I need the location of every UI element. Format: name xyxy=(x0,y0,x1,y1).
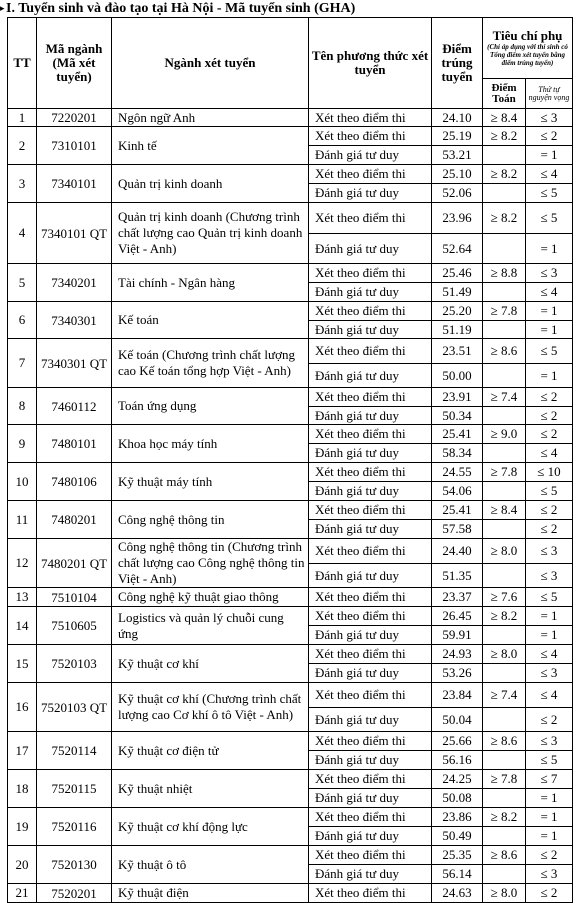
cell-diem: 51.19 xyxy=(432,321,483,339)
cell-tt: 10 xyxy=(8,463,37,501)
cell-diem-toan: ≥ 8.2 xyxy=(483,808,526,827)
table-row xyxy=(8,388,573,407)
cell-diem-toan: ≥ 8.6 xyxy=(483,732,526,751)
cell-phuong-thuc: Xét theo điểm thi xyxy=(309,302,432,321)
header-thu-tu: Thứ tự nguyện vọng xyxy=(526,79,573,109)
cell-diem: 53.26 xyxy=(432,664,483,683)
cell-ma-nganh: 7510104 xyxy=(37,588,112,607)
section-title-text: I. Tuyển sinh và đào tạo tại Hà Nội - Mã tuyển sinh (GHA) xyxy=(6,1,356,16)
cell-phuong-thuc: Đánh giá tư duy xyxy=(309,564,432,588)
cell-diem-toan: ≥ 8.0 xyxy=(483,539,526,564)
cell-diem-toan: ≥ 7.8 xyxy=(483,770,526,789)
cell-diem: 50.00 xyxy=(432,364,483,388)
cell-diem: 25.35 xyxy=(432,846,483,865)
table-row xyxy=(8,109,573,127)
cell-diem-toan xyxy=(483,444,526,463)
cell-thu-tu: ≤ 3 xyxy=(526,109,573,127)
cell-ma-nganh: 7340101 xyxy=(37,165,112,203)
cell-thu-tu: ≤ 4 xyxy=(526,165,573,184)
cell-nganh: Quản trị kinh doanh (Chương trình chất lượng cao Quản trị kinh doanh Việt - Anh) xyxy=(112,203,309,264)
cell-ma-nganh: 7480106 xyxy=(37,463,112,501)
cell-diem-toan: ≥ 8.8 xyxy=(483,264,526,283)
cell-thu-tu: ≤ 4 xyxy=(526,283,573,302)
header-diem-trung-tuyen: Điểm trúng tuyển xyxy=(432,18,483,109)
cell-phuong-thuc: Đánh giá tư duy xyxy=(309,626,432,645)
cell-diem-toan: ≥ 8.6 xyxy=(483,846,526,865)
cell-nganh: Công nghệ kỹ thuật giao thông xyxy=(112,588,309,607)
cell-tt: 1 xyxy=(8,109,37,127)
table-row xyxy=(8,732,573,751)
cell-nganh: Công nghệ thông tin (Chương trình chất lượng cao Công nghệ thông tin Việt - Anh) xyxy=(112,539,309,588)
table-row xyxy=(8,501,573,520)
table-row xyxy=(8,127,573,146)
cell-thu-tu: ≤ 3 xyxy=(526,865,573,884)
cell-phuong-thuc: Đánh giá tư duy xyxy=(309,751,432,770)
cell-thu-tu: ≤ 4 xyxy=(526,645,573,664)
cell-ma-nganh: 7340101 QT xyxy=(37,203,112,264)
cell-diem: 25.10 xyxy=(432,165,483,184)
admission-table xyxy=(7,17,573,903)
cell-diem: 23.84 xyxy=(432,683,483,708)
cell-diem: 25.19 xyxy=(432,127,483,146)
cell-diem-toan xyxy=(483,520,526,539)
cell-diem-toan: ≥ 8.2 xyxy=(483,607,526,626)
cell-diem-toan xyxy=(483,482,526,501)
cell-diem-toan xyxy=(483,283,526,302)
cell-diem-toan xyxy=(483,321,526,339)
tieu-chi-note: (Chỉ áp dụng với thí sinh có Tổng điểm xét tuyển bằng điểm trúng tuyển) xyxy=(487,43,568,67)
cell-phuong-thuc: Đánh giá tư duy xyxy=(309,321,432,339)
tieu-chi-title: Tiêu chí phụ xyxy=(492,28,563,43)
cell-phuong-thuc: Xét theo điểm thi xyxy=(309,501,432,520)
cell-nganh: Kỹ thuật cơ điện tử xyxy=(112,732,309,770)
cell-thu-tu: ≤ 5 xyxy=(526,184,573,203)
cell-diem-toan xyxy=(483,708,526,732)
cell-phuong-thuc: Xét theo điểm thi xyxy=(309,425,432,444)
cell-phuong-thuc: Xét theo điểm thi xyxy=(309,203,432,234)
cell-diem: 23.91 xyxy=(432,388,483,407)
cell-phuong-thuc: Xét theo điểm thi xyxy=(309,388,432,407)
cell-nganh: Kỹ thuật cơ khí xyxy=(112,645,309,683)
cell-diem-toan: ≥ 8.2 xyxy=(483,203,526,234)
table-row xyxy=(8,425,573,444)
cell-tt: 3 xyxy=(8,165,37,203)
cell-diem-toan: ≥ 8.4 xyxy=(483,109,526,127)
cell-thu-tu: ≤ 5 xyxy=(526,203,573,234)
cell-diem: 25.41 xyxy=(432,501,483,520)
cell-nganh: Kế toán (Chương trình chất lượng cao Kế toán tổng hợp Việt - Anh) xyxy=(112,339,309,388)
cell-diem: 25.41 xyxy=(432,425,483,444)
table-header xyxy=(8,18,573,109)
cell-ma-nganh: 7520130 xyxy=(37,846,112,884)
cell-thu-tu: ≤ 2 xyxy=(526,388,573,407)
cell-thu-tu: = 1 xyxy=(526,607,573,626)
cell-diem: 24.25 xyxy=(432,770,483,789)
table-row xyxy=(8,539,573,564)
table-body xyxy=(8,109,573,903)
cell-tt: 7 xyxy=(8,339,37,388)
cell-diem-toan xyxy=(483,407,526,425)
cell-diem: 57.58 xyxy=(432,520,483,539)
cell-phuong-thuc: Xét theo điểm thi xyxy=(309,264,432,283)
cell-tt: 11 xyxy=(8,501,37,539)
cell-thu-tu: ≤ 2 xyxy=(526,501,573,520)
cell-thu-tu: ≤ 2 xyxy=(526,846,573,865)
cell-phuong-thuc: Xét theo điểm thi xyxy=(309,165,432,184)
cell-thu-tu: = 1 xyxy=(526,321,573,339)
cell-diem: 23.51 xyxy=(432,339,483,364)
section-title xyxy=(0,0,580,17)
cell-diem: 23.86 xyxy=(432,808,483,827)
cell-thu-tu: ≤ 2 xyxy=(526,520,573,539)
cell-phuong-thuc: Xét theo điểm thi xyxy=(309,884,432,903)
cell-tt: 18 xyxy=(8,770,37,808)
cell-ma-nganh: 7480101 xyxy=(37,425,112,463)
cell-diem-toan: ≥ 8.0 xyxy=(483,884,526,903)
table-row xyxy=(8,165,573,184)
table-row xyxy=(8,808,573,827)
table-row xyxy=(8,339,573,364)
cell-phuong-thuc: Xét theo điểm thi xyxy=(309,539,432,564)
table-row xyxy=(8,588,573,607)
cell-tt: 9 xyxy=(8,425,37,463)
cell-ma-nganh: 7340301 xyxy=(37,302,112,339)
cell-diem: 56.16 xyxy=(432,751,483,770)
cell-diem: 24.40 xyxy=(432,539,483,564)
cell-thu-tu: ≤ 2 xyxy=(526,407,573,425)
cell-diem-toan xyxy=(483,751,526,770)
cell-ma-nganh: 7520103 xyxy=(37,645,112,683)
header-tieu-chi-phu xyxy=(483,18,573,79)
cell-tt: 2 xyxy=(8,127,37,165)
cell-thu-tu: ≤ 5 xyxy=(526,588,573,607)
cell-diem: 52.64 xyxy=(432,234,483,264)
cell-diem: 26.45 xyxy=(432,607,483,626)
cell-phuong-thuc: Đánh giá tư duy xyxy=(309,664,432,683)
cell-phuong-thuc: Đánh giá tư duy xyxy=(309,789,432,808)
cell-diem-toan xyxy=(483,827,526,846)
table-row xyxy=(8,884,573,903)
cell-tt: 6 xyxy=(8,302,37,339)
cell-nganh: Quản trị kinh doanh xyxy=(112,165,309,203)
cell-phuong-thuc: Đánh giá tư duy xyxy=(309,520,432,539)
cell-phuong-thuc: Đánh giá tư duy xyxy=(309,146,432,165)
table-row xyxy=(8,203,573,234)
header-phuong-thuc: Tên phương thức xét tuyển xyxy=(309,18,432,109)
cell-diem: 51.49 xyxy=(432,283,483,302)
table-row xyxy=(8,645,573,664)
cell-diem-toan xyxy=(483,234,526,264)
cell-thu-tu: ≤ 5 xyxy=(526,751,573,770)
table-row xyxy=(8,607,573,626)
cell-phuong-thuc: Xét theo điểm thi xyxy=(309,339,432,364)
cell-tt: 4 xyxy=(8,203,37,264)
cell-phuong-thuc: Xét theo điểm thi xyxy=(309,463,432,482)
cell-diem-toan xyxy=(483,626,526,645)
cell-tt: 20 xyxy=(8,846,37,884)
cell-thu-tu: ≤ 3 xyxy=(526,664,573,683)
cell-ma-nganh: 7520201 xyxy=(37,884,112,903)
cell-phuong-thuc: Đánh giá tư duy xyxy=(309,482,432,501)
cell-nganh: Ngôn ngữ Anh xyxy=(112,109,309,127)
cell-nganh: Khoa học máy tính xyxy=(112,425,309,463)
cell-nganh: Kỹ thuật máy tính xyxy=(112,463,309,501)
cell-diem-toan: ≥ 8.0 xyxy=(483,645,526,664)
cell-thu-tu: ≤ 10 xyxy=(526,463,573,482)
cell-tt: 16 xyxy=(8,683,37,732)
cell-phuong-thuc: Xét theo điểm thi xyxy=(309,588,432,607)
cell-diem-toan xyxy=(483,789,526,808)
cell-diem-toan: ≥ 8.4 xyxy=(483,501,526,520)
cell-diem: 50.08 xyxy=(432,789,483,808)
cell-tt: 5 xyxy=(8,264,37,302)
cell-tt: 17 xyxy=(8,732,37,770)
cell-diem-toan xyxy=(483,146,526,165)
cell-ma-nganh: 7480201 QT xyxy=(37,539,112,588)
cell-thu-tu: ≤ 2 xyxy=(526,425,573,444)
cell-thu-tu: ≤ 5 xyxy=(526,339,573,364)
cell-phuong-thuc: Đánh giá tư duy xyxy=(309,865,432,884)
cell-phuong-thuc: Đánh giá tư duy xyxy=(309,283,432,302)
cell-thu-tu: = 1 xyxy=(526,626,573,645)
header-diem-toan: Điểm Toán xyxy=(483,79,526,109)
cell-diem: 58.34 xyxy=(432,444,483,463)
cell-diem: 51.35 xyxy=(432,564,483,588)
table-row xyxy=(8,302,573,321)
header-nganh: Ngành xét tuyển xyxy=(112,18,309,109)
cell-tt: 12 xyxy=(8,539,37,588)
table-row xyxy=(8,846,573,865)
cell-thu-tu: ≤ 2 xyxy=(526,884,573,903)
cell-nganh: Kỹ thuật ô tô xyxy=(112,846,309,884)
header-ma-nganh: Mã ngành (Mã xét tuyển) xyxy=(37,18,112,109)
table-row xyxy=(8,770,573,789)
cell-nganh: Kinh tế xyxy=(112,127,309,165)
cell-thu-tu: ≤ 7 xyxy=(526,770,573,789)
cell-diem-toan xyxy=(483,184,526,203)
cell-diem: 25.20 xyxy=(432,302,483,321)
cell-tt: 15 xyxy=(8,645,37,683)
header-tt: TT xyxy=(8,18,37,109)
cell-thu-tu: = 1 xyxy=(526,234,573,264)
cell-thu-tu: = 1 xyxy=(526,146,573,165)
cell-diem: 50.49 xyxy=(432,827,483,846)
cell-thu-tu: ≤ 3 xyxy=(526,264,573,283)
cell-diem-toan: ≥ 7.4 xyxy=(483,388,526,407)
cell-tt: 14 xyxy=(8,607,37,645)
cell-thu-tu: = 1 xyxy=(526,364,573,388)
cell-diem: 54.06 xyxy=(432,482,483,501)
cell-diem-toan: ≥ 7.4 xyxy=(483,683,526,708)
cell-thu-tu: ≤ 4 xyxy=(526,683,573,708)
cell-thu-tu: = 1 xyxy=(526,302,573,321)
cell-thu-tu: ≤ 4 xyxy=(526,444,573,463)
cell-thu-tu: = 1 xyxy=(526,789,573,808)
table-row xyxy=(8,683,573,708)
cell-diem: 24.93 xyxy=(432,645,483,664)
table-row xyxy=(8,463,573,482)
cell-nganh: Toán ứng dụng xyxy=(112,388,309,425)
cell-ma-nganh: 7480201 xyxy=(37,501,112,539)
row-marker-icon: ▸ xyxy=(0,3,5,13)
cell-thu-tu: ≤ 2 xyxy=(526,708,573,732)
cell-phuong-thuc: Xét theo điểm thi xyxy=(309,127,432,146)
cell-phuong-thuc: Xét theo điểm thi xyxy=(309,109,432,127)
cell-ma-nganh: 7520103 QT xyxy=(37,683,112,732)
cell-ma-nganh: 7460112 xyxy=(37,388,112,425)
cell-ma-nganh: 7520116 xyxy=(37,808,112,846)
cell-phuong-thuc: Xét theo điểm thi xyxy=(309,732,432,751)
cell-phuong-thuc: Đánh giá tư duy xyxy=(309,444,432,463)
cell-diem: 53.21 xyxy=(432,146,483,165)
cell-diem: 24.55 xyxy=(432,463,483,482)
cell-phuong-thuc: Xét theo điểm thi xyxy=(309,683,432,708)
table-row xyxy=(8,264,573,283)
cell-diem-toan: ≥ 8.6 xyxy=(483,339,526,364)
cell-diem-toan: ≥ 7.6 xyxy=(483,588,526,607)
cell-diem: 24.10 xyxy=(432,109,483,127)
cell-diem-toan: ≥ 8.2 xyxy=(483,165,526,184)
cell-phuong-thuc: Xét theo điểm thi xyxy=(309,808,432,827)
cell-diem: 59.91 xyxy=(432,626,483,645)
cell-tt: 13 xyxy=(8,588,37,607)
cell-phuong-thuc: Đánh giá tư duy xyxy=(309,407,432,425)
cell-phuong-thuc: Xét theo điểm thi xyxy=(309,846,432,865)
cell-diem: 52.06 xyxy=(432,184,483,203)
cell-diem: 25.66 xyxy=(432,732,483,751)
cell-phuong-thuc: Đánh giá tư duy xyxy=(309,364,432,388)
cell-diem: 50.04 xyxy=(432,708,483,732)
cell-diem-toan xyxy=(483,364,526,388)
cell-tt: 21 xyxy=(8,884,37,903)
cell-diem: 24.63 xyxy=(432,884,483,903)
cell-diem-toan xyxy=(483,865,526,884)
cell-phuong-thuc: Đánh giá tư duy xyxy=(309,827,432,846)
cell-ma-nganh: 7310101 xyxy=(37,127,112,165)
cell-ma-nganh: 7340301 QT xyxy=(37,339,112,388)
cell-tt: 19 xyxy=(8,808,37,846)
cell-diem-toan xyxy=(483,664,526,683)
cell-nganh: Tài chính - Ngân hàng xyxy=(112,264,309,302)
cell-thu-tu: ≤ 5 xyxy=(526,482,573,501)
cell-diem: 50.34 xyxy=(432,407,483,425)
cell-ma-nganh: 7340201 xyxy=(37,264,112,302)
cell-nganh: Logistics và quản lý chuỗi cung ứng xyxy=(112,607,309,645)
cell-nganh: Kỹ thuật cơ khí động lực xyxy=(112,808,309,846)
cell-phuong-thuc: Xét theo điểm thi xyxy=(309,645,432,664)
cell-thu-tu: ≤ 2 xyxy=(526,127,573,146)
cell-tt: 8 xyxy=(8,388,37,425)
cell-diem: 56.14 xyxy=(432,865,483,884)
cell-thu-tu: = 1 xyxy=(526,827,573,846)
cell-diem-toan: ≥ 7.8 xyxy=(483,463,526,482)
cell-thu-tu: ≤ 3 xyxy=(526,564,573,588)
cell-ma-nganh: 7520115 xyxy=(37,770,112,808)
cell-ma-nganh: 7510605 xyxy=(37,607,112,645)
cell-diem: 23.96 xyxy=(432,203,483,234)
cell-ma-nganh: 7220201 xyxy=(37,109,112,127)
cell-thu-tu: = 1 xyxy=(526,808,573,827)
cell-nganh: Kế toán xyxy=(112,302,309,339)
cell-phuong-thuc: Xét theo điểm thi xyxy=(309,607,432,626)
cell-ma-nganh: 7520114 xyxy=(37,732,112,770)
cell-nganh: Kỹ thuật nhiệt xyxy=(112,770,309,808)
cell-diem-toan: ≥ 7.8 xyxy=(483,302,526,321)
cell-diem-toan: ≥ 8.2 xyxy=(483,127,526,146)
cell-thu-tu: ≤ 3 xyxy=(526,539,573,564)
cell-nganh: Kỹ thuật cơ khí (Chương trình chất lượng cao Cơ khí ô tô Việt - Anh) xyxy=(112,683,309,732)
cell-phuong-thuc: Xét theo điểm thi xyxy=(309,770,432,789)
cell-phuong-thuc: Đánh giá tư duy xyxy=(309,184,432,203)
cell-phuong-thuc: Đánh giá tư duy xyxy=(309,234,432,264)
cell-diem-toan xyxy=(483,564,526,588)
cell-phuong-thuc: Đánh giá tư duy xyxy=(309,708,432,732)
cell-diem: 23.37 xyxy=(432,588,483,607)
cell-nganh: Kỹ thuật điện xyxy=(112,884,309,903)
cell-nganh: Công nghệ thông tin xyxy=(112,501,309,539)
cell-thu-tu: ≤ 3 xyxy=(526,732,573,751)
cell-diem-toan: ≥ 9.0 xyxy=(483,425,526,444)
cell-diem: 25.46 xyxy=(432,264,483,283)
